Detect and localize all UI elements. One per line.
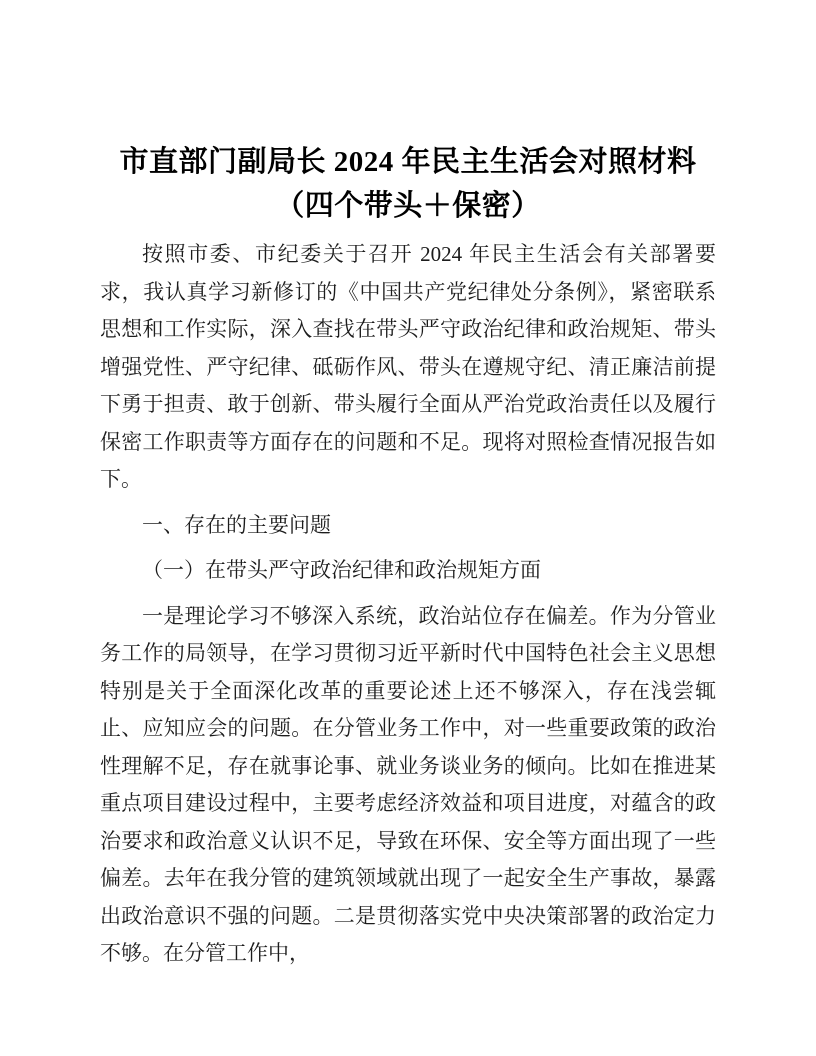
document-title <box>100 140 716 228</box>
problem-paragraph: 一是理论学习不够深入系统，政治站位存在偏差。作为分管业务工作的局领导，在学习贯彻习近平新时代中国特色社会主义思想特别是关于全面深化改革的重要论述上还不够深入，存在浅尝辄止、应知应会的问题。在分管业务工作中，对一些重要政策的政治性理解不足，存在就事论事、就业务谈业务的倾向。比如在推进某重点项目建设过程中，主要考虑经济效益和项目进度，对蕴含的政治要求和政治意义认识不足，导致在环保、安全等方面出现了一些偏差。去年在我分管的建筑领域就出现了一起安全生产事故，暴露出政治意识不强的问题。二是贯彻落实党中央决策部署的政治定力不够。在分管工作中， <box>100 603 716 965</box>
subsection-heading-political-discipline: （一）在带头严守政治纪律和政治规矩方面 <box>142 558 541 582</box>
document-title-line2: （四个带头＋保密） <box>275 190 541 222</box>
document-title-line1: 市直部门副局长 2024 年民主生活会对照材料 <box>119 146 697 178</box>
intro-paragraph: 按照市委、市纪委关于召开 2024 年民主生活会有关部署要求，我认真学习新修订的《中国共产党纪律处分条例》，紧密联系思想和工作实际，深入查找在带头严守政治纪律和政治规矩、带头增强党性、严守纪律、砥砺作风、带头在遵规守纪、清正廉洁前提下勇于担责、敢于创新、带头履行全面从严治党政治责任以及履行保密工作职责等方面存在的问题和不足。现将对照检查情况报告如下。 <box>100 242 716 491</box>
section-heading-main-problems: 一、存在的主要问题 <box>142 512 331 537</box>
